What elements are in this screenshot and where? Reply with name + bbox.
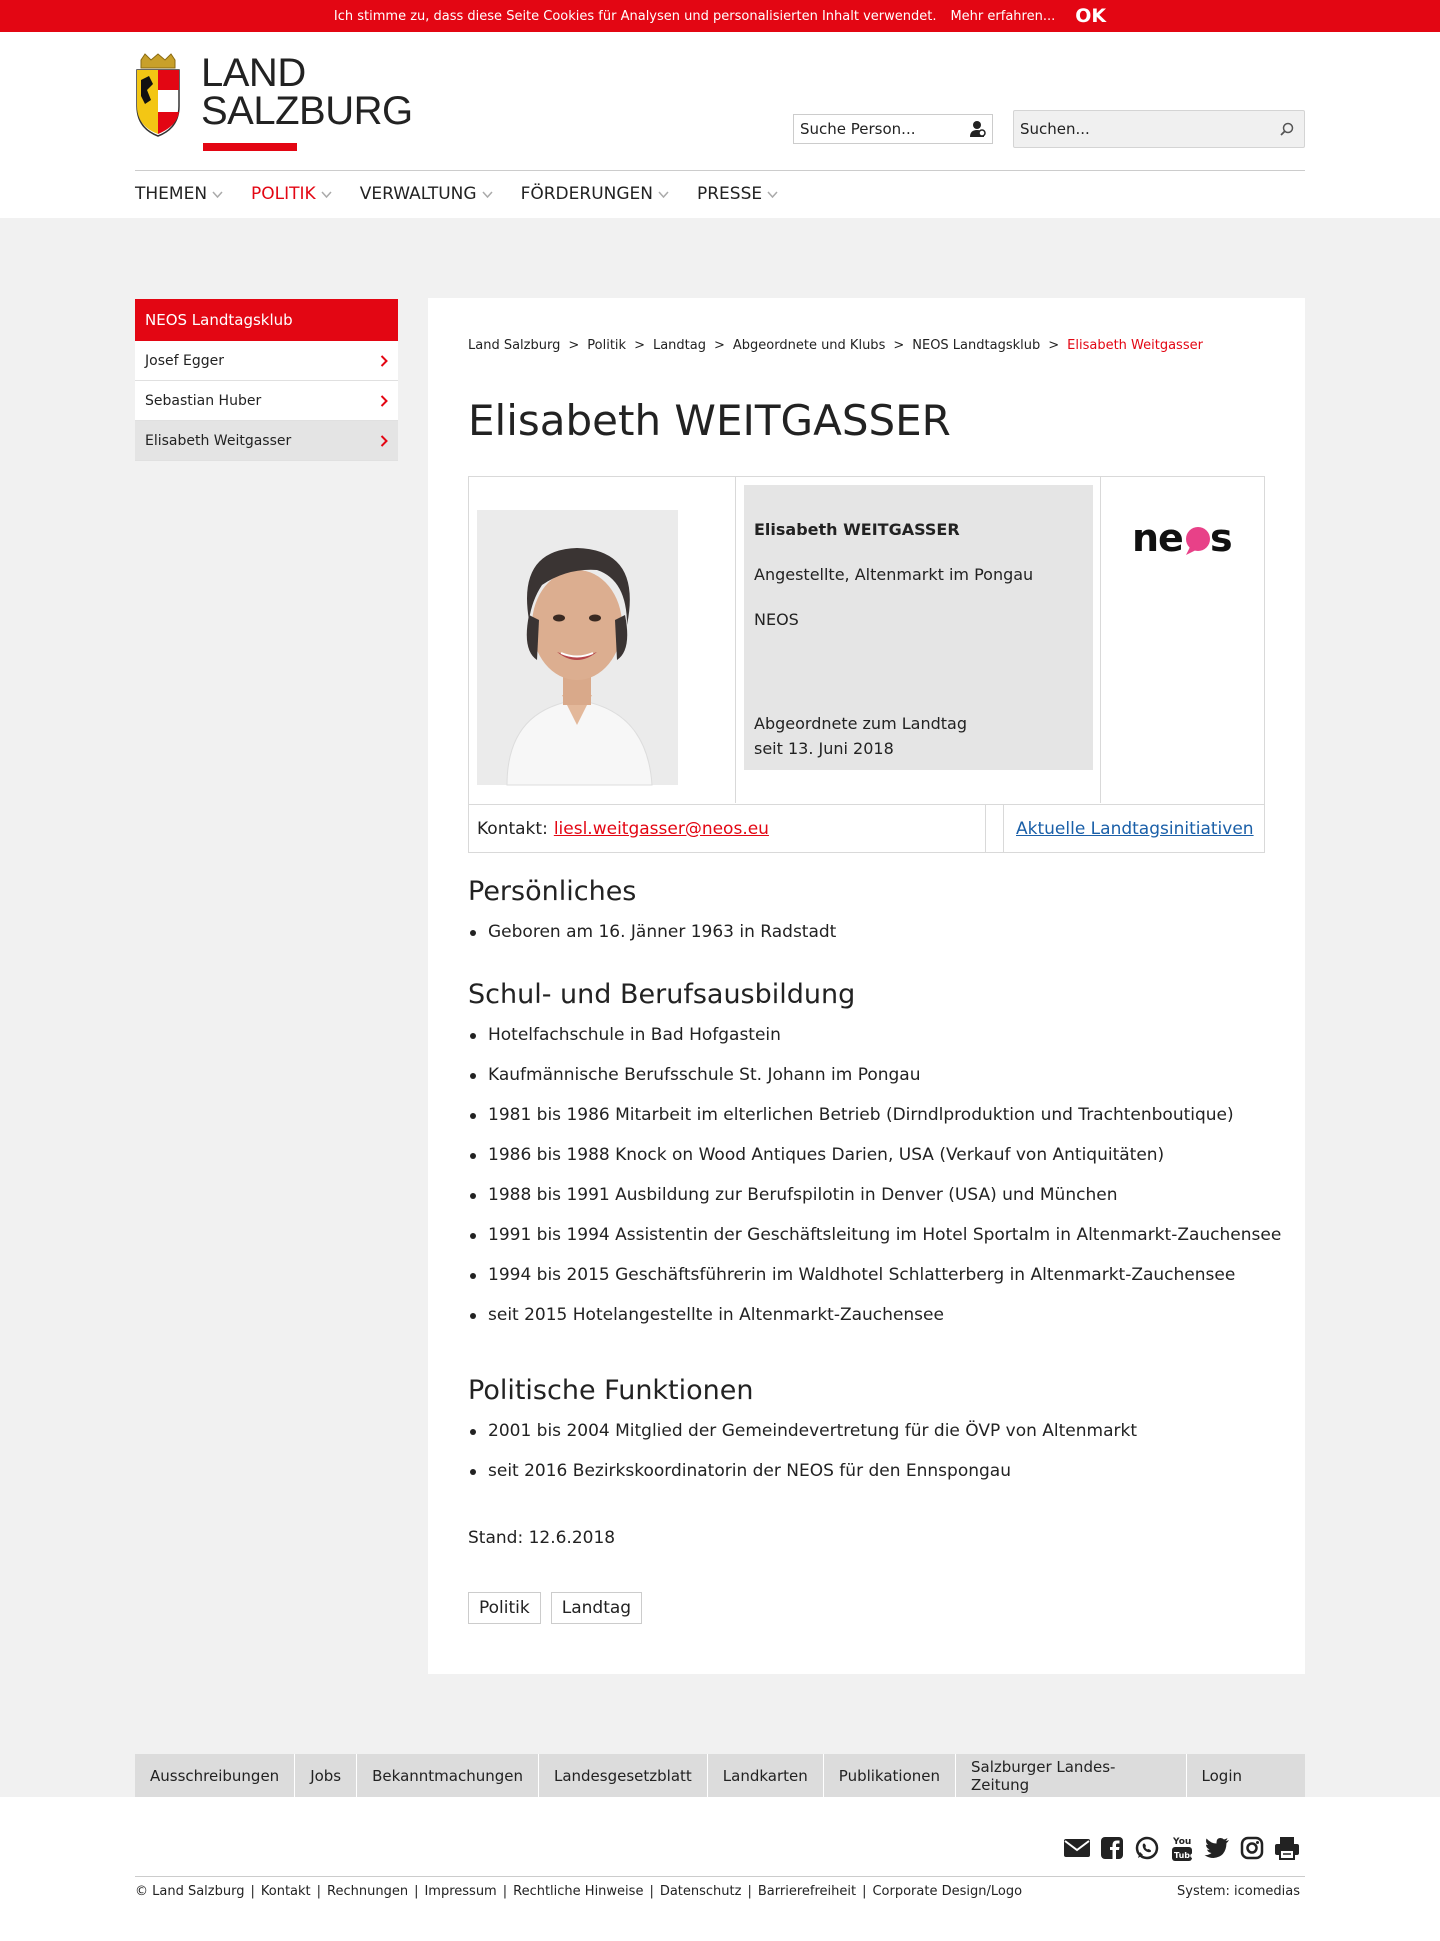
section-title-education: Schul- und Berufsausbildung <box>468 979 856 1010</box>
profile-role <box>754 711 967 761</box>
initiatives-link[interactable]: Aktuelle Landtagsinitiativen <box>1016 818 1254 839</box>
profile-photo-cell <box>469 477 736 803</box>
section-title-political: Politische Funktionen <box>468 1375 754 1406</box>
legal-separator: | <box>502 1884 508 1899</box>
cookie-text: Ich stimme zu, dass diese Seite Cookies für Analysen und personalisierten Inhalt verwendet. <box>333 8 937 24</box>
breadcrumb-item-politik[interactable]: Politik <box>587 338 627 353</box>
header-divider <box>135 170 1305 171</box>
contact-row <box>468 805 1265 853</box>
profile-role-title: Abgeordnete zum Landtag <box>754 714 967 733</box>
list-item: 1991 bis 1994 Assistentin der Geschäftsleitung im Hotel Sportalm in Altenmarkt-Zauchensee <box>468 1225 1281 1265</box>
profile-party: NEOS <box>754 610 799 629</box>
political-list <box>468 1421 1137 1501</box>
legal-separator: | <box>316 1884 322 1899</box>
cookie-more-link[interactable]: Mehr erfahren... <box>950 8 1056 24</box>
legal-separator: | <box>649 1884 654 1899</box>
footer-divider <box>135 1876 1305 1877</box>
legal-separator: | <box>250 1884 255 1899</box>
legal-separator: | <box>862 1884 867 1899</box>
legal-link-rechnungen[interactable]: Rechnungen <box>327 1884 409 1899</box>
breadcrumb-separator: > <box>713 338 725 353</box>
site-header <box>0 32 1440 218</box>
nav-item-label: VERWALTUNG <box>359 184 477 204</box>
sidebar-item-label: Josef Egger <box>145 352 224 369</box>
nav-item-foerderungen[interactable] <box>521 184 669 204</box>
page-title: Elisabeth WEITGASSER <box>468 396 951 445</box>
logo-wordmark <box>201 51 413 133</box>
svg-text:ne: ne <box>1132 516 1183 560</box>
list-item: seit 2015 Hotelangestellte in Altenmarkt-Zauchensee <box>468 1305 1281 1345</box>
chevron-right-icon <box>380 355 388 367</box>
list-item: 1994 bis 2015 Geschäftsführerin im Waldhotel Schlatterberg in Altenmarkt-Zauchensee <box>468 1265 1281 1305</box>
sidebar-item-elisabeth-weitgasser[interactable] <box>135 421 398 461</box>
legal-link-impressum[interactable]: Impressum <box>424 1884 497 1899</box>
chevron-right-icon <box>380 395 388 407</box>
party-logo-cell <box>1101 477 1264 803</box>
footer <box>0 1797 1440 1941</box>
cookie-ok-button[interactable]: OK <box>1075 5 1107 27</box>
footer-link-landesgesetzblatt[interactable]: Landesgesetzblatt <box>538 1754 707 1797</box>
site-search-input[interactable] <box>1014 120 1270 138</box>
print-icon[interactable] <box>1274 1835 1300 1861</box>
search-icon[interactable] <box>1270 122 1304 136</box>
person-search-input[interactable] <box>794 120 964 138</box>
section-title-personal: Persönliches <box>468 876 637 907</box>
tag-landtag[interactable]: Landtag <box>551 1592 642 1624</box>
list-item: 2001 bis 2004 Mitglied der Gemeindevertretung für die ÖVP von Altenmarkt <box>468 1421 1137 1461</box>
nav-item-presse[interactable] <box>697 184 778 204</box>
sidebar <box>135 299 398 461</box>
neos-logo <box>1132 517 1236 561</box>
profile-name: Elisabeth WEITGASSER <box>754 520 960 539</box>
personal-list <box>468 922 836 962</box>
legal-separator: | <box>414 1884 419 1899</box>
footer-link-bekanntmachungen[interactable]: Bekanntmachungen <box>356 1754 538 1797</box>
chevron-down-icon <box>212 191 223 198</box>
nav-item-label: FÖRDERUNGEN <box>520 184 653 204</box>
nav-item-label: THEMEN <box>135 184 208 204</box>
profile-info-cell <box>736 477 1101 803</box>
education-list <box>468 1025 1281 1345</box>
nav-item-politik[interactable] <box>251 184 332 204</box>
system-credit: System: icomedias <box>1177 1884 1300 1899</box>
breadcrumb-item-current: Elisabeth Weitgasser <box>1067 338 1203 353</box>
email-link[interactable]: liesl.weitgasser@neos.eu <box>553 818 769 839</box>
svg-text:Tube: Tube <box>1174 1851 1196 1860</box>
breadcrumb <box>468 338 1203 353</box>
cookie-banner <box>0 0 1440 32</box>
sidebar-item-label: Sebastian Huber <box>145 392 262 409</box>
tag-list <box>468 1592 652 1624</box>
copyright: © Land Salzburg <box>135 1884 245 1899</box>
nav-item-themen[interactable] <box>135 184 223 204</box>
profile-job: Angestellte, Altenmarkt im Pongau <box>754 565 1034 584</box>
site-search-box <box>1013 110 1305 148</box>
breadcrumb-separator: > <box>634 338 645 353</box>
list-item: seit 2016 Bezirkskoordinatorin der NEOS für den Ennspongau <box>468 1461 1137 1501</box>
breadcrumb-item-land-salzburg[interactable]: Land Salzburg <box>468 338 561 353</box>
footer-links-bar <box>135 1754 1305 1797</box>
breadcrumb-item-abgeordnete[interactable]: Abgeordnete und Klubs <box>732 338 886 353</box>
breadcrumb-item-neos-landtagsklub[interactable]: NEOS Landtagsklub <box>912 338 1041 353</box>
chevron-down-icon <box>767 191 778 198</box>
coat-of-arms-icon <box>135 54 181 138</box>
chevron-right-icon <box>380 435 388 447</box>
legal-link-kontakt[interactable]: Kontakt <box>260 1884 311 1899</box>
last-updated: Stand: 12.6.2018 <box>468 1528 616 1548</box>
footer-link-login[interactable]: Login <box>1186 1754 1257 1797</box>
footer-link-publikationen[interactable]: Publikationen <box>823 1754 955 1797</box>
instagram-icon[interactable] <box>1239 1835 1265 1861</box>
profile-role-since: seit 13. Juni 2018 <box>754 739 894 758</box>
chevron-down-icon <box>321 191 332 198</box>
main-navigation <box>135 172 806 216</box>
svg-text:You: You <box>1173 1837 1192 1847</box>
twitter-icon[interactable] <box>1204 1835 1230 1861</box>
list-item: 1988 bis 1991 Ausbildung zur Berufspilotin in Denver (USA) und München <box>468 1185 1281 1225</box>
profile-info-box <box>744 485 1093 770</box>
logo-line-salzburg: SALZBURG <box>201 89 413 133</box>
person-search-icon[interactable] <box>964 120 992 138</box>
list-item: 1981 bis 1986 Mitarbeit im elterlichen Betrieb (Dirndlproduktion und Trachtenboutique) <box>468 1105 1281 1145</box>
contact-cell <box>469 805 986 852</box>
tag-politik[interactable]: Politik <box>468 1592 541 1624</box>
list-item: Geboren am 16. Jänner 1963 in Radstadt <box>468 922 836 962</box>
list-item: 1986 bis 1988 Knock on Wood Antiques Darien, USA (Verkauf von Antiquitäten) <box>468 1145 1281 1185</box>
contact-label: Kontakt: <box>477 818 548 839</box>
social-icons <box>1055 1835 1300 1861</box>
breadcrumb-separator: > <box>568 338 580 353</box>
breadcrumb-item-landtag[interactable]: Landtag <box>652 338 706 353</box>
contact-spacer <box>986 805 1004 852</box>
legal-separator: | <box>747 1884 752 1899</box>
sidebar-item-josef-egger[interactable] <box>135 341 398 381</box>
sidebar-item-label: Elisabeth Weitgasser <box>145 432 292 449</box>
whatsapp-icon[interactable] <box>1134 1835 1160 1861</box>
mail-icon[interactable] <box>1064 1835 1090 1861</box>
sidebar-title[interactable]: NEOS Landtagsklub <box>135 299 398 341</box>
list-item: Hotelfachschule in Bad Hofgastein <box>468 1025 1281 1065</box>
legal-link-corporate-design[interactable]: Corporate Design/Logo <box>872 1884 1023 1899</box>
legal-link-datenschutz[interactable]: Datenschutz <box>659 1884 742 1899</box>
logo-line-land: LAND <box>201 51 306 95</box>
svg-text:s: s <box>1210 516 1233 560</box>
legal-links <box>135 1884 1022 1899</box>
chevron-down-icon <box>658 191 669 198</box>
legal-link-barrierefreiheit[interactable]: Barrierefreiheit <box>757 1884 857 1899</box>
breadcrumb-separator: > <box>893 338 905 353</box>
profile-card <box>468 476 1265 805</box>
nav-item-verwaltung[interactable] <box>360 184 493 204</box>
nav-item-label: PRESSE <box>696 184 763 204</box>
site-logo[interactable] <box>135 51 435 154</box>
footer-link-landes-zeitung[interactable]: Salzburger Landes-Zeitung <box>955 1754 1186 1797</box>
footer-link-ausschreibungen[interactable]: Ausschreibungen <box>150 1766 280 1785</box>
youtube-icon[interactable] <box>1169 1835 1195 1861</box>
chevron-down-icon <box>482 191 493 198</box>
profile-photo <box>477 510 678 785</box>
breadcrumb-separator: > <box>1048 338 1060 353</box>
legal-link-rechtliche-hinweise[interactable]: Rechtliche Hinweise <box>513 1884 644 1899</box>
logo-underline <box>203 143 297 151</box>
main-content <box>428 298 1305 1674</box>
nav-item-label: POLITIK <box>251 184 316 204</box>
footer-link-jobs[interactable]: Jobs <box>294 1754 356 1797</box>
footer-link-landkarten[interactable]: Landkarten <box>707 1754 823 1797</box>
list-item: Kaufmännische Berufsschule St. Johann im Pongau <box>468 1065 1281 1105</box>
person-search-box <box>793 114 993 144</box>
sidebar-item-sebastian-huber[interactable] <box>135 381 398 421</box>
facebook-icon[interactable] <box>1099 1835 1125 1861</box>
